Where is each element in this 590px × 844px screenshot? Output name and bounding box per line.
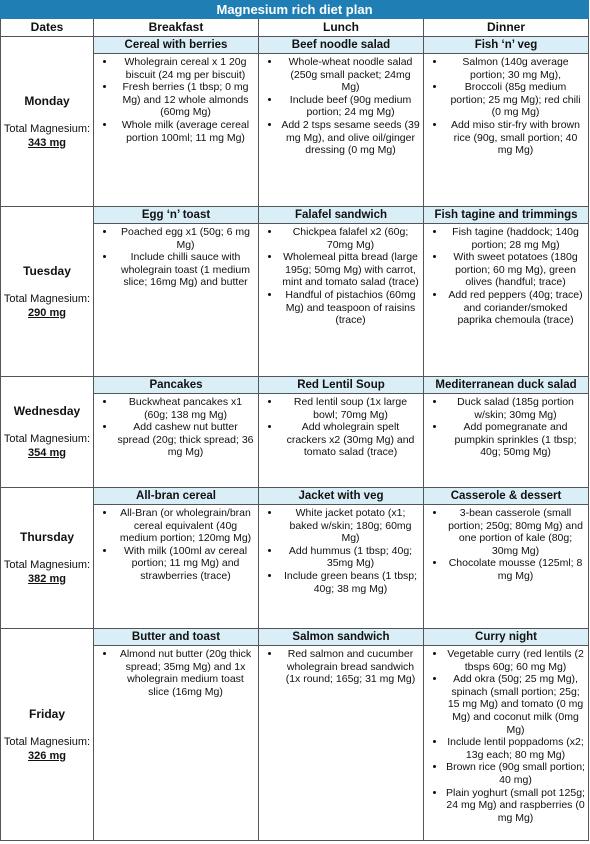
total-magnesium-value: 326 mg [28,749,66,762]
day-name: Thursday [19,530,74,544]
list-item: • Fresh berries (1 tbsp; 0 mg Mg) and 12 whole almonds (60mg Mg) [116,81,255,119]
breakfast-cell [94,207,259,377]
day-cell [1,207,94,377]
list-item: • Include chilli sauce with wholegrain toast (1 medium slice; 16mg Mg) and butter [116,251,255,289]
dinner-title: Fish ‘n’ veg [424,37,588,54]
header-lunch: Lunch [259,19,424,37]
total-magnesium-label: Total Magnesium: [3,292,91,305]
day-rows [1,37,589,841]
lunch-items [259,394,423,459]
day-name: Wednesday [13,404,81,418]
list-item: • Red salmon and cucumber wholegrain bread sandwich (1x round; 165g; 31 mg Mg) [281,648,420,686]
lunch-title: Jacket with veg [259,488,423,505]
dinner-items [424,54,588,157]
dinner-title: Casserole & dessert [424,488,588,505]
list-item: • 3-bean casserole (small portion; 250g; 80mg Mg) and one portion of kale (80g; 30mg Mg) [446,507,585,557]
lunch-items [259,224,423,327]
day-cell [1,488,94,629]
dinner-title: Fish tagine and trimmings [424,207,588,224]
dinner-items [424,394,588,459]
day-cell [1,629,94,841]
list-item: • Salmon (140g average portion; 30 mg Mg), [446,56,585,81]
list-item: • Add miso stir-fry with brown rice (90g, small portion; 40 mg Mg) [446,119,585,157]
list-item: • Include green beans (1 tbsp; 40g; 38 mg Mg) [281,570,420,595]
total-magnesium-value: 343 mg [28,136,66,149]
total-magnesium-label: Total Magnesium: [3,122,91,135]
list-item: • Wholemeal pitta bread (large 195g; 50mg Mg) with carrot, mint and tomato salad (trace) [281,251,420,289]
dinner-items [424,646,588,824]
lunch-title: Falafel sandwich [259,207,423,224]
breakfast-title: Cereal with berries [94,37,258,54]
list-item: • Red lentil soup (1x large bowl; 70mg Mg) [281,396,420,421]
list-item: • Add okra (50g; 25 mg Mg), spinach (small portion; 25g; 15 mg Mg) and tomato (0 mg Mg) and coconut milk (0mg Mg) [446,673,585,736]
day-name: Friday [28,706,65,721]
list-item: • White jacket potato (x1; baked w/skin; 180g; 60mg Mg) [281,507,420,545]
dinner-cell [424,488,589,629]
list-item: • Plain yoghurt (small pot 125g; 24 mg Mg) and raspberries (0 mg Mg) [446,787,585,825]
list-item: • Add pomegranate and pumpkin sprinkles (1 tbsp; 40g; 50mg Mg) [446,421,585,459]
list-item: • Chocolate mousse (125ml; 8 mg Mg) [446,557,585,582]
breakfast-title: Pancakes [94,377,258,394]
day-cell [1,37,94,207]
header-dinner: Dinner [424,19,589,37]
list-item: • Add red peppers (40g; trace) and coriander/smoked paprika chemoula (trace) [446,289,585,327]
list-item: • Buckwheat pancakes x1 (60g; 138 mg Mg) [116,396,255,421]
list-item: • Brown rice (90g small portion; 40 mg) [446,761,585,786]
lunch-items [259,646,423,686]
lunch-cell [259,37,424,207]
total-magnesium-value: 290 mg [28,306,66,319]
dinner-cell [424,207,589,377]
breakfast-title: Egg ‘n’ toast [94,207,258,224]
breakfast-title: Butter and toast [94,629,258,646]
dinner-items [424,224,588,327]
list-item: • Add wholegrain spelt crackers x2 (30mg Mg) and tomato salad (trace) [281,421,420,459]
list-item: • Include lentil poppadoms (x2; 13g each; 80 mg Mg) [446,736,585,761]
total-magnesium-value: 354 mg [28,447,66,459]
breakfast-cell [94,488,259,629]
dinner-cell [424,629,589,841]
list-item: • Vegetable curry (red lentils (2 tbsps 60g; 60 mg Mg) [446,648,585,673]
breakfast-items [94,224,258,289]
table-title: Magnesium rich diet plan [1,1,589,19]
list-item: • With sweet potatoes (180g portion; 60 mg Mg), green olives (handful; trace) [446,251,585,289]
total-magnesium-label: Total Magnesium: [3,433,91,445]
total-magnesium-value: 382 mg [28,573,66,585]
breakfast-items [94,394,258,459]
list-item: • Include beef (90g medium portion; 24 mg Mg) [281,94,420,119]
list-item: • Handful of pistachios (60mg Mg) and teaspoon of raisins (trace) [281,289,420,327]
lunch-cell [259,488,424,629]
day-row-friday [1,629,589,841]
breakfast-cell [94,629,259,841]
total-magnesium-label: Total Magnesium: [3,735,91,748]
day-row-monday [1,37,589,207]
breakfast-items [94,54,258,144]
breakfast-items [94,646,258,698]
dinner-title: Curry night [424,629,588,646]
breakfast-cell [94,37,259,207]
list-item: • All-Bran (or wholegrain/bran cereal equivalent (40g medium portion; 120mg Mg) [116,507,255,545]
lunch-items [259,505,423,595]
list-item: • Duck salad (185g portion w/skin; 30mg Mg) [446,396,585,421]
dinner-cell [424,37,589,207]
header-breakfast: Breakfast [94,19,259,37]
day-row-wednesday [1,377,589,488]
list-item: • Add 2 tsps sesame seeds (39 mg Mg), and olive oil/ginger dressing (0 mg Mg) [281,119,420,157]
breakfast-cell [94,377,259,488]
day-row-tuesday [1,207,589,377]
dinner-cell [424,377,589,488]
total-magnesium-label: Total Magnesium: [3,559,91,571]
breakfast-items [94,505,258,583]
list-item: • Whole-wheat noodle salad (250g small packet; 24mg Mg) [281,56,420,94]
day-name: Tuesday [23,263,71,278]
header-dates: Dates [1,19,94,37]
list-item: • Broccoli (85g medium portion; 25 mg Mg); red chili (0 mg Mg) [446,81,585,119]
list-item: • Fish tagine (haddock; 140g portion; 28 mg Mg) [446,226,585,251]
lunch-cell [259,207,424,377]
list-item: • Add hummus (1 tbsp; 40g; 35mg Mg) [281,545,420,570]
list-item: • Whole milk (average cereal portion 100ml; 11 mg Mg) [116,119,255,144]
breakfast-title: All-bran cereal [94,488,258,505]
list-item: • Poached egg x1 (50g; 6 mg Mg) [116,226,255,251]
list-item: • Wholegrain cereal x 1 20g biscuit (24 mg per biscuit) [116,56,255,81]
dinner-items [424,505,588,583]
lunch-title: Salmon sandwich [259,629,423,646]
day-name: Monday [24,93,70,108]
list-item: • Chickpea falafel x2 (60g; 70mg Mg) [281,226,420,251]
day-row-thursday [1,488,589,629]
dinner-title: Mediterranean duck salad [424,377,588,394]
lunch-title: Beef noodle salad [259,37,423,54]
list-item: • Add cashew nut butter spread (20g; thick spread; 36 mg Mg) [116,421,255,459]
lunch-items [259,54,423,157]
list-item: • Almond nut butter (20g thick spread; 35mg Mg) and 1x wholegrain medium toast slice (16mg Mg) [116,648,255,698]
lunch-cell [259,629,424,841]
lunch-title: Red Lentil Soup [259,377,423,394]
day-cell [1,377,94,488]
list-item: • With milk (100ml av cereal portion; 11 mg Mg) and strawberries (trace) [116,545,255,583]
lunch-cell [259,377,424,488]
